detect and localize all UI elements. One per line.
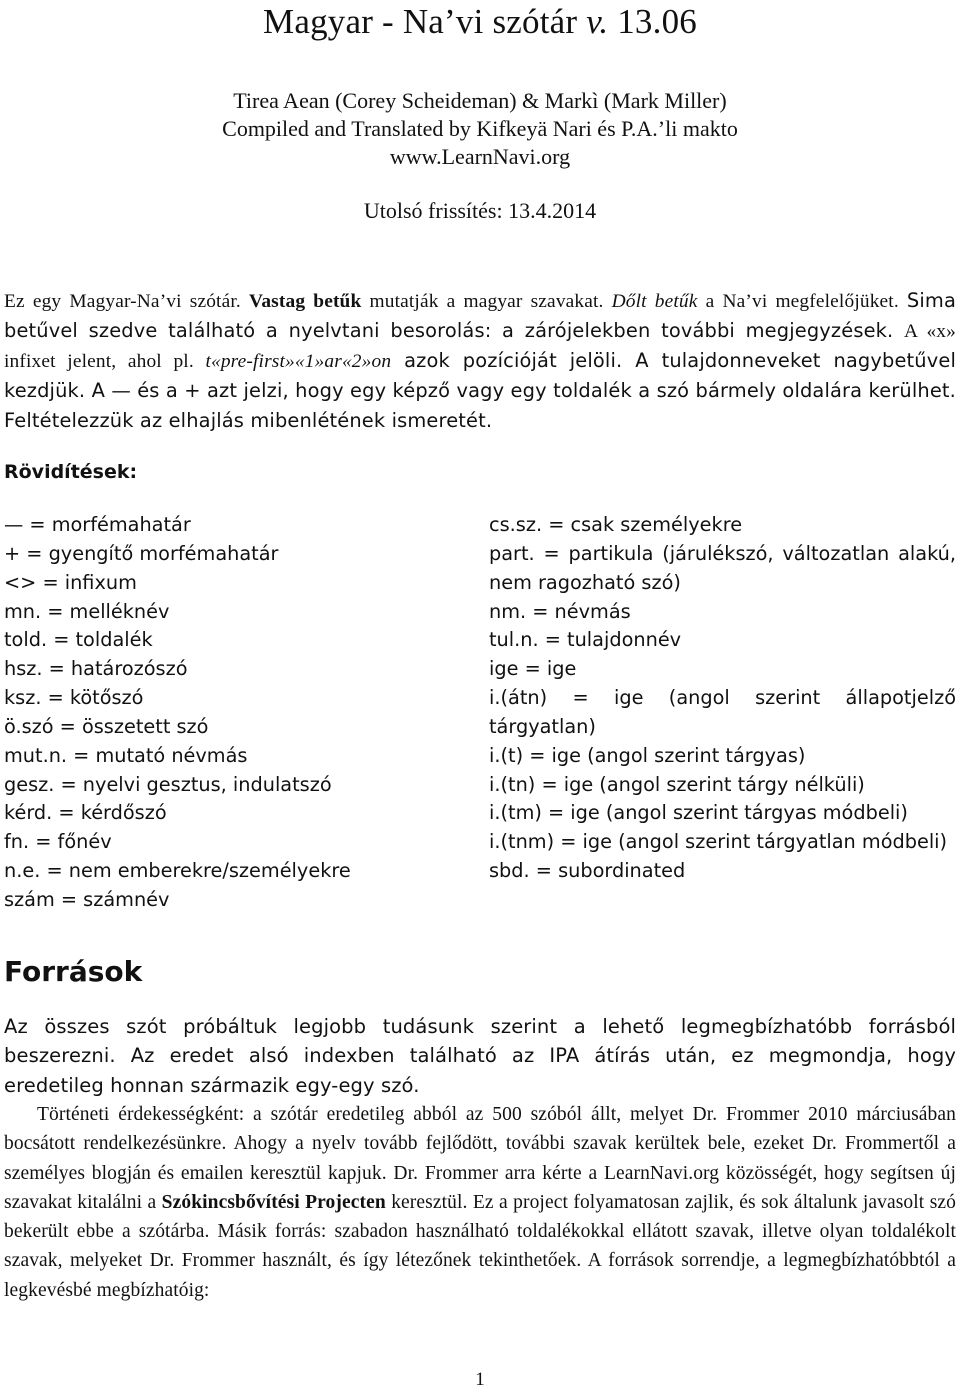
abbreviations-heading: Rövidítések: — [4, 461, 138, 483]
authors-line: Tirea Aean (Corey Scheideman) & Markì (Mark Miller) — [233, 88, 727, 113]
intro-text: mutatják a magyar szavakat. — [361, 291, 612, 312]
infix-example: t«pre-first»«1»ar«2»on — [205, 350, 392, 372]
abbreviation-item: ksz. = kötőszó — [4, 686, 144, 710]
intro-text: A «x» infixet jelent, ahol pl. — [4, 320, 956, 372]
abbreviation-item: told. = toldalék — [4, 628, 153, 652]
translators-line: Compiled and Translated by Kifkeyä Nari és P.A.’li makto — [222, 116, 738, 141]
abbreviation-item: nm. = névmás — [489, 599, 631, 623]
abbreviation-item: fn. = főnév — [4, 830, 112, 854]
intro-paragraph — [4, 287, 956, 437]
abbreviation-item: — = morfémahatár — [4, 513, 191, 536]
abbreviations-right-column — [489, 511, 956, 886]
abbreviation-item: tul.n. = tulajdonnév — [489, 628, 682, 652]
sources-paragraph: Az összes szót próbáltuk legjobb tudásunk szerint a lehető legmegbízhatóbb forrásból beszerezni. Az eredet alsó indexben található az IPA átírás után, ez megmondja, hogy eredetileg honnan származik egy-egy szó. — [4, 1015, 956, 1097]
abbreviation-item: ö.szó = összetett szó — [4, 714, 209, 738]
abbreviations-left-column — [4, 511, 464, 915]
abbreviation-item: n.e. = nem emberekre/személyekre — [4, 859, 351, 883]
abbreviation-item: kérd. = kérdőszó — [4, 801, 167, 825]
intro-text: a Na’vi megfelelőjüket. — [697, 291, 907, 312]
website-line: www.LearnNavi.org — [389, 144, 571, 169]
abbreviation-item: szám = számnév — [4, 887, 170, 911]
abbreviation-item: i.(tnm) = ige (angol szerint tárgyatlan módbeli) — [489, 830, 948, 854]
abbreviation-item: sbd. = subordinated — [489, 859, 686, 883]
abbreviation-item: mn. = melléknév — [4, 599, 170, 623]
intro-text: Ez egy Magyar-Na’vi szótár. — [4, 291, 249, 312]
history-text: keresztül. Ez a project folyamatosan zajlik, és sok általunk javasolt szó bekerült ebbe a szótárba. Másik forrás: szabadon használható toldalékokkal ellátott szavak, illetve olyan toldalékolt szavak, melyeket Dr. Frommer használt, és így létezőnek tekinthetőek. A források sorrendje, a legmegbízhatóbbtól a legkevésbé megbízhatóig: — [4, 1191, 956, 1301]
page-number: 1 — [475, 1369, 485, 1390]
abbreviation-item: i.(átn) = ige (angol szerint állapotjelző tárgyatlan) — [489, 686, 956, 738]
abbreviation-item: cs.sz. = csak személyekre — [489, 513, 743, 536]
abbreviation-item: i.(tm) = ige (angol szerint tárgyas módbeli) — [489, 801, 908, 825]
abbreviation-item: <> = infixum — [4, 570, 137, 594]
abbreviation-item: gesz. = nyelvi gesztus, indulatszó — [4, 772, 332, 796]
title-version-marker: v. — [586, 2, 609, 41]
abbreviation-item: mut.n. = mutató névmás — [4, 743, 248, 767]
history-text: Történeti érdekességként: a szótár eredetileg abból az 500 szóból állt, melyet Dr. Frommer 2010 márciusában bocsátott rendelkezésünkre. Ahogy a nyelv tovább fejlődött, további szavak kerültek bele, ezeket Dr. Frommertől a személyes blogján és emailen keresztül kapjuk. Dr. Frommer arra kérte a LearnNavi.org közösségét, hogy segítsen új szavakat kitalálni a — [4, 1104, 956, 1213]
abbreviation-item: hsz. = határozószó — [4, 657, 188, 681]
authors-block — [0, 87, 960, 171]
history-paragraph — [4, 1100, 956, 1305]
intro-bold-example: Vastag betűk — [248, 291, 362, 312]
intro-italic-example: Dőlt betűk — [611, 291, 698, 312]
last-updated: Utolsó frissítés: 13.4.2014 — [363, 198, 597, 223]
title-version-number: 13.06 — [608, 2, 697, 41]
abbreviation-item: ige = ige — [489, 657, 577, 681]
intro-text: Sima betűvel szedve található a nyelvtani besorolás: a zárójelekben további megjegyzések. — [4, 289, 956, 342]
abbreviation-item: part. = partikula (járulékszó, változatlan alakú, nem ragozható szó) — [489, 541, 956, 594]
document-title — [0, 2, 960, 42]
project-name: Szókincsbővítési Projecten — [161, 1191, 386, 1213]
intro-text: azok pozícióját jelöli. A tulajdonneveket nagybetűvel kezdjük. A — és a + azt jelzi, hogy egy képző vagy egy toldalék a szó bármely oldalára kerülhet. Feltételezzük az elhajlás mibenlétének ismeretét. — [4, 348, 956, 432]
sources-heading: Források — [4, 955, 143, 988]
abbreviation-item: i.(t) = ige (angol szerint tárgyas) — [489, 743, 806, 767]
abbreviation-item: + = gyengítő morfémahatár — [4, 541, 279, 565]
abbreviation-item: i.(tn) = ige (angol szerint tárgy nélküli) — [489, 772, 865, 796]
title-text: Magyar - Na’vi szótár — [263, 2, 587, 41]
